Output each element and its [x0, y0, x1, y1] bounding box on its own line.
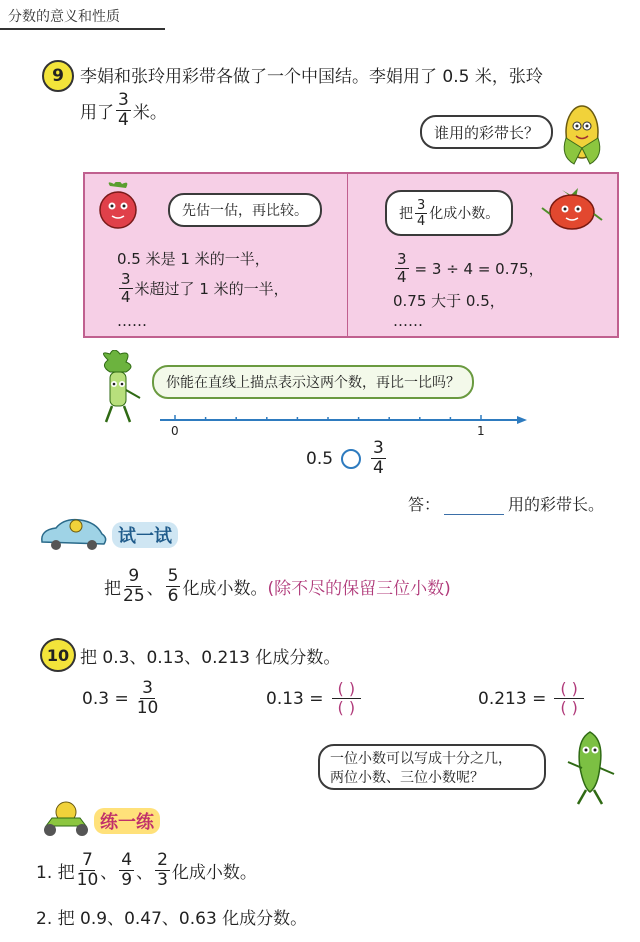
right-box-equation: $\frac{3}{4}$ = 3 ÷ 4 = 0.75， — [397, 250, 544, 286]
fraction-3-10: $\frac{3}{10}$ — [136, 678, 159, 718]
header-title: 分数的意义和性质 — [8, 9, 120, 25]
try-problem: 把 $\frac{9}{25}$ 、 $\frac{5}{6}$ 化成小数。 (除不尽的保留三位小数) — [104, 566, 451, 606]
try-note: (除不尽的保留三位小数) — [267, 579, 451, 599]
page-header — [0, 0, 640, 32]
practice-item-2: 2. 把 0.9、0.47、0.63 化成分数。 — [36, 909, 308, 929]
right-box-line2: 0.75 大于 0.5， — [393, 292, 505, 310]
tick-label-1: 1 — [477, 424, 485, 438]
problem-9-line1: 李娟和张玲用彩带各做了一个中国结。李娟用了 0.5 米，张玲 — [80, 67, 543, 87]
celery-character-icon — [88, 350, 148, 426]
fraction-3-4: $\frac{3}{4}$ — [118, 90, 129, 130]
motorbike-character-icon — [36, 800, 96, 838]
equation-fraction: $\frac{3}{4}$ — [397, 250, 407, 286]
comparison — [306, 440, 388, 477]
left-box-ellipsis: …… — [117, 312, 147, 330]
bubble-fraction: $\frac{3}{4}$ — [417, 197, 426, 229]
tomato-character-icon — [540, 184, 604, 232]
left-box-line1: 0.5 米是 1 米的一半， — [117, 250, 270, 268]
blank-fraction-0.13[interactable]: ( ) ( ) — [332, 680, 362, 718]
blank-fraction-0.213[interactable]: ( ) ( ) — [554, 680, 584, 718]
left-box-line2: $\frac{3}{4}$ 米超过了 1 米的一半， — [121, 270, 289, 306]
tick-label-0: 0 — [171, 424, 179, 438]
fraction-5-6: $\frac{5}{6}$ — [167, 566, 179, 606]
problem-9-number: 9 — [52, 66, 64, 86]
left-box-fraction: $\frac{3}{4}$ — [121, 270, 131, 306]
estimate-bubble: 先估一估，再比较。 — [168, 193, 322, 227]
convert-bubble: 把 $\frac{3}{4}$ 化成小数。 — [385, 190, 513, 236]
right-box-ellipsis: …… — [393, 312, 423, 330]
practice-item-1: 1. 把 $\frac{7}{10}$ 、 $\frac{4}{9}$ 、 $\frac{2}{3}$ 化成小数。 — [36, 850, 257, 890]
numberline-bubble: 你能在直线上描点表示这两个数，再比一比吗？ — [152, 365, 474, 399]
problem-10-number: 10 — [46, 645, 70, 665]
fraction-9-25: $\frac{9}{25}$ — [123, 566, 145, 606]
hint-bubble: 一位小数可以写成十分之几， 两位小数、三位小数呢？ — [318, 744, 546, 790]
box-divider — [347, 174, 348, 336]
eq-0.3: 0.3 = $\frac{3}{10}$ — [82, 678, 159, 718]
compare-circle[interactable] — [341, 449, 361, 469]
compare-left: 0.5 — [306, 448, 334, 469]
practice-section-title: 练一练 — [94, 808, 160, 834]
fraction-7-10: $\frac{7}{10}$ — [76, 850, 99, 890]
answer-blank[interactable] — [444, 514, 504, 515]
header-rule — [0, 28, 165, 30]
bean-character-icon — [560, 728, 620, 808]
eq-0.213: 0.213 = ( ) ( ) — [478, 680, 584, 718]
try-section-title: 试一试 — [112, 522, 178, 548]
fraction-4-9: $\frac{4}{9}$ — [121, 850, 133, 890]
radish-character-icon — [96, 182, 140, 232]
eq-0.13: 0.13 = ( ) ( ) — [266, 680, 361, 718]
problem-10-text: 把 0.3、0.13、0.213 化成分数。 — [80, 648, 341, 668]
fraction-2-3: $\frac{2}{3}$ — [157, 850, 168, 890]
corn-character-icon — [556, 98, 608, 168]
problem-9-badge — [42, 60, 74, 92]
line2-pre: 用了 — [80, 103, 114, 123]
problem-9-line2 — [80, 92, 167, 129]
problem-10-badge — [40, 638, 76, 672]
compare-fraction: $\frac{3}{4}$ — [373, 438, 384, 478]
answer-line: 答： 用的彩带长。 — [408, 495, 605, 514]
line2-post: 米。 — [132, 103, 167, 123]
question-bubble: 谁用的彩带长？ — [420, 115, 553, 149]
car-character-icon — [36, 516, 110, 552]
